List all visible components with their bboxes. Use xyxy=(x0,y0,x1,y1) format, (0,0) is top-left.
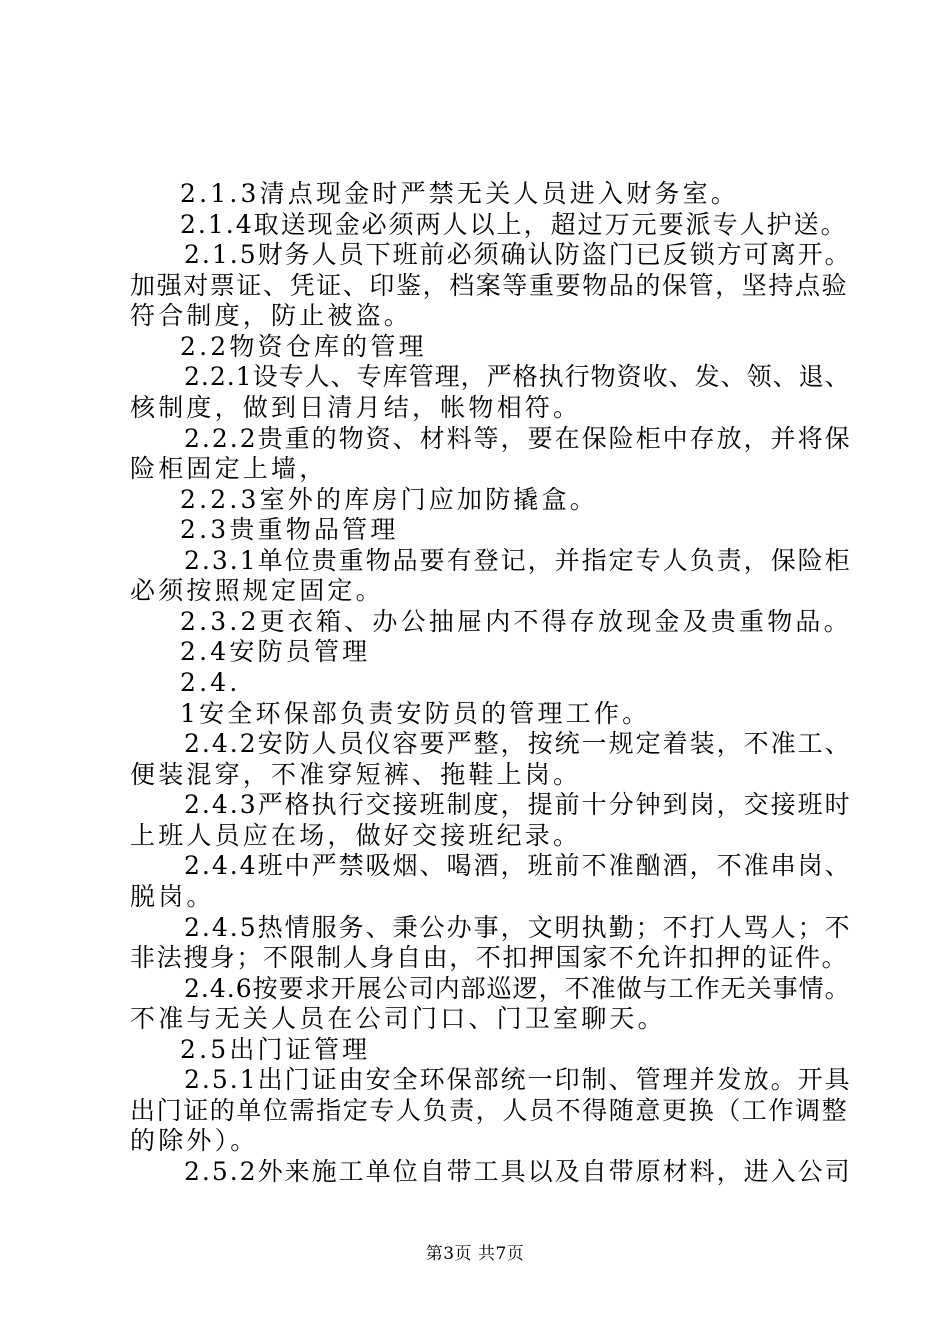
text-line: 2.4.5热情服务、秉公办事，文明执勤；不打人骂人；不 xyxy=(184,912,852,942)
text-line: 2.4.4班中严禁吸烟、喝酒，班前不准酗酒，不准串岗、 xyxy=(184,851,852,881)
text-line: 2.4.6按要求开展公司内部巡逻，不准做与工作无关事情。 xyxy=(184,973,851,1003)
text-line: 2.5.1出门证由安全环保部统一印制、管理并发放。开具 xyxy=(184,1065,852,1095)
text-line: 2.3.2更衣箱、办公抽屉内不得存放现金及贵重物品。 xyxy=(180,606,852,636)
text-line: 2.5.2外来施工单位自带工具以及自带原材料，进入公司 xyxy=(184,1157,852,1186)
text-line: 2.4.3严格执行交接班制度，提前十分钟到岗，交接班时 xyxy=(184,790,852,820)
section-heading: 2.4安防员管理 xyxy=(180,637,371,667)
text-line: 上班人员应在场，做好交接班纪录。 xyxy=(130,820,582,850)
text-line: 便装混穿，不准穿短裤、拖鞋上岗。 xyxy=(130,759,582,789)
text-line: 必须按照规定固定。 xyxy=(130,576,384,606)
section-heading: 2.2物资仓库的管理 xyxy=(180,331,427,361)
text-line: 2.4.2安防人员仪容要严整，按统一规定着装，不准工、 xyxy=(184,729,852,759)
text-line: 2.1.4取送现金必须两人以上，超过万元要派专人护送。 xyxy=(180,209,848,239)
section-heading: 2.5出门证管理 xyxy=(180,1034,371,1064)
text-line: 核制度，做到日清月结，帐物相符。 xyxy=(130,392,582,422)
text-line: 2.1.3清点现金时严禁无关人员进入财务室。 xyxy=(180,179,740,208)
text-line: 险柜固定上墙， xyxy=(130,454,328,484)
text-line: 出门证的单位需指定专人负责，人员不得随意更换（工作调整 xyxy=(130,1095,849,1125)
text-line: 非法搜身；不限制人身自由，不扣押国家不允许扣押的证件。 xyxy=(130,943,849,973)
text-line: 的除外）。 xyxy=(130,1126,259,1156)
text-line: 加强对票证、凭证、印鉴，档案等重要物品的保管，坚持点验 xyxy=(130,270,849,300)
text-line: 2.2.2贵重的物资、材料等，要在保险柜中存放，并将保 xyxy=(184,423,852,453)
page-number-footer: 第3页 共7页 xyxy=(425,1244,525,1264)
text-line: 2.2.1设专人、专库管理，严格执行物资收、发、领、退、 xyxy=(184,362,851,392)
text-line: 2.2.3室外的库房门应加防撬盒。 xyxy=(180,484,599,514)
text-line: 2.4. xyxy=(180,668,241,697)
section-heading: 2.3贵重物品管理 xyxy=(180,515,399,545)
text-line: 2.1.5财务人员下班前必须确认防盗门已反锁方可离开。 xyxy=(184,240,852,270)
text-line: 脱岗。 xyxy=(130,881,215,911)
text-line: 2.3.1单位贵重物品要有登记，并指定专人负责，保险柜 xyxy=(184,545,852,575)
text-line: 1安全环保部负责安防员的管理工作。 xyxy=(180,698,651,728)
text-line: 不准与无关人员在公司门口、门卫室聊天。 xyxy=(130,1004,666,1034)
text-line: 符合制度，防止被盗。 xyxy=(130,301,413,331)
